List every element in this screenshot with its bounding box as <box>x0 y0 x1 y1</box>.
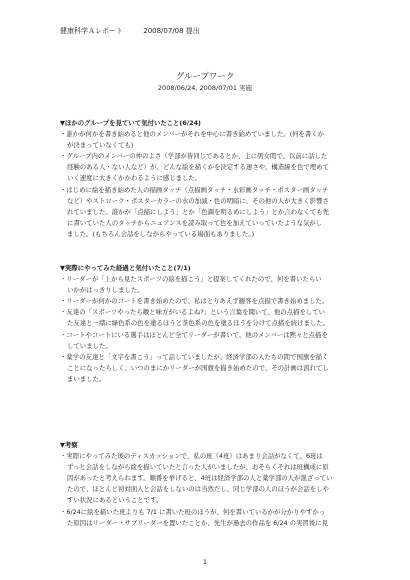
section-heading: ▼考察 <box>60 441 78 449</box>
text-line: たので、ほとんど初対面人と会話をしないのは当然だし、同じ学部の人のほうが会話をしや <box>67 485 329 494</box>
bullet-item <box>60 274 360 296</box>
document-title: グループワーク <box>175 72 235 82</box>
page-header <box>60 26 200 36</box>
bullet-item <box>60 129 360 151</box>
section-practice <box>60 263 360 385</box>
text-line: 経験のある人・ない人など）が、どんな絵を描くかを決定する速さや、構造線を色で埋めて <box>67 163 329 172</box>
text-line: ・薬学の友達と「文字を書こう」って話していましたが、経済学部の人たちの間で国旗を描く <box>60 352 329 361</box>
text-line: いかがはっきりしました。 <box>67 286 144 295</box>
text-line: ・友達の「スポーツやったら敵と味方がいるよね?」という言葉を聞いて、他の点描をしてい <box>60 308 326 317</box>
text-line: ました。(もちろん会話をしながらやっている場面もありました。) <box>67 229 255 238</box>
text-line: いく速度に大きくかかわるように感じました。 <box>67 174 202 183</box>
text-line: ・リーダーが「上から見たスポーツの絵を描こう」と提案してくれたので、何を書いたらい <box>60 275 322 284</box>
text-line: など）やストローク・ポスターカラーの水の加減・色の明暗に、その他の人が大きく影響さ <box>67 196 329 205</box>
bullet-item <box>60 451 360 506</box>
bullet-item <box>60 296 360 307</box>
text-line: れていました。誰かが「点描にしよう」とか「色調を明るめにしよう」とか言わなくても先 <box>67 207 330 216</box>
text-line: に書いていた人のタッチからニュアンスを読み取って色を加えていっていたような気がし <box>67 218 323 227</box>
text-line: ・はじめに絵を描き始めた人の描画タッチ（点描画タッチ・水彩画タッチ・ポスター画タッチ <box>60 185 329 194</box>
text-line: ・実際にやってみた後のディスカッションで、私の班（4班）はあまり会話がなくて、6班は <box>60 452 323 461</box>
text-line: ・リーダーが何かのコートを書き始めたので、私はとりあえず観客を点描で書き始めました。 <box>60 297 329 306</box>
section-heading: ▼実際にやってみた経過と気付いたこと(7/1) <box>60 264 191 272</box>
document-subtitle: 2008/06/24, 2008/07/01 実施 <box>157 84 253 92</box>
text-line: が決まっていなくても) <box>67 141 134 150</box>
text-line: た原因はリーダー・サブリーダーを置いたことか、先生が過去の作品を 6/24 の実習後に見 <box>67 518 328 527</box>
bullet-item <box>60 352 360 385</box>
bullet-item <box>60 185 360 240</box>
text-line: ことになったらしく、いつのまにかリーダーが国旗を描き始めたので、その計画は流れてし <box>67 363 329 372</box>
text-line: ・誰かが何かを書き始めると他のメンバーがそれを中心に書き始めていました。(何を書くか <box>60 130 325 139</box>
page-number: 1 <box>202 558 208 566</box>
bullet-item <box>60 307 360 329</box>
text-line: していました。 <box>67 341 112 350</box>
text-line: ・6/24に絵を描いた班よりも 7/1 に書いた班のほうが、何を書いているかが分かりやすかっ <box>60 507 326 516</box>
text-line: ・コートやコートにいる選手はほとんど全てリーダーが書いて、他のメンバーは黙々と点描を <box>60 330 328 339</box>
submission-date: 2008/07/08 提出 <box>143 27 200 35</box>
bullet-item <box>60 507 360 529</box>
text-line: まいました。 <box>67 374 106 383</box>
bullet-item <box>60 330 360 352</box>
text-line: 因があったと考えられます。順番を挙げると、4班は経済学部の人と薬学部の人が混ざってい <box>67 474 333 483</box>
section-heading: ▼ほかのグループを見ていて気付いたこと(6/24) <box>60 119 201 127</box>
text-line: た友達と一緒に緑色系の色を塗るほうと茶色系の色を塗るほうを分けて点描を続けました。 <box>67 319 330 328</box>
text-line: ・グループ内のメンバーの仲のよさ（学部が皆同じであるとか、主に男女間で、以前に話した <box>60 152 328 161</box>
section-observations <box>60 118 360 240</box>
text-line: ずっと会話をしながら絵を描いていたと言った人がいましたが、おそらくそれは班構成に原 <box>67 463 329 472</box>
course-name: 健康科学Ａレポート <box>60 27 123 35</box>
text-line: すい状況にあるということです。 <box>67 496 163 505</box>
section-discussion <box>60 440 360 529</box>
bullet-item <box>60 151 360 184</box>
